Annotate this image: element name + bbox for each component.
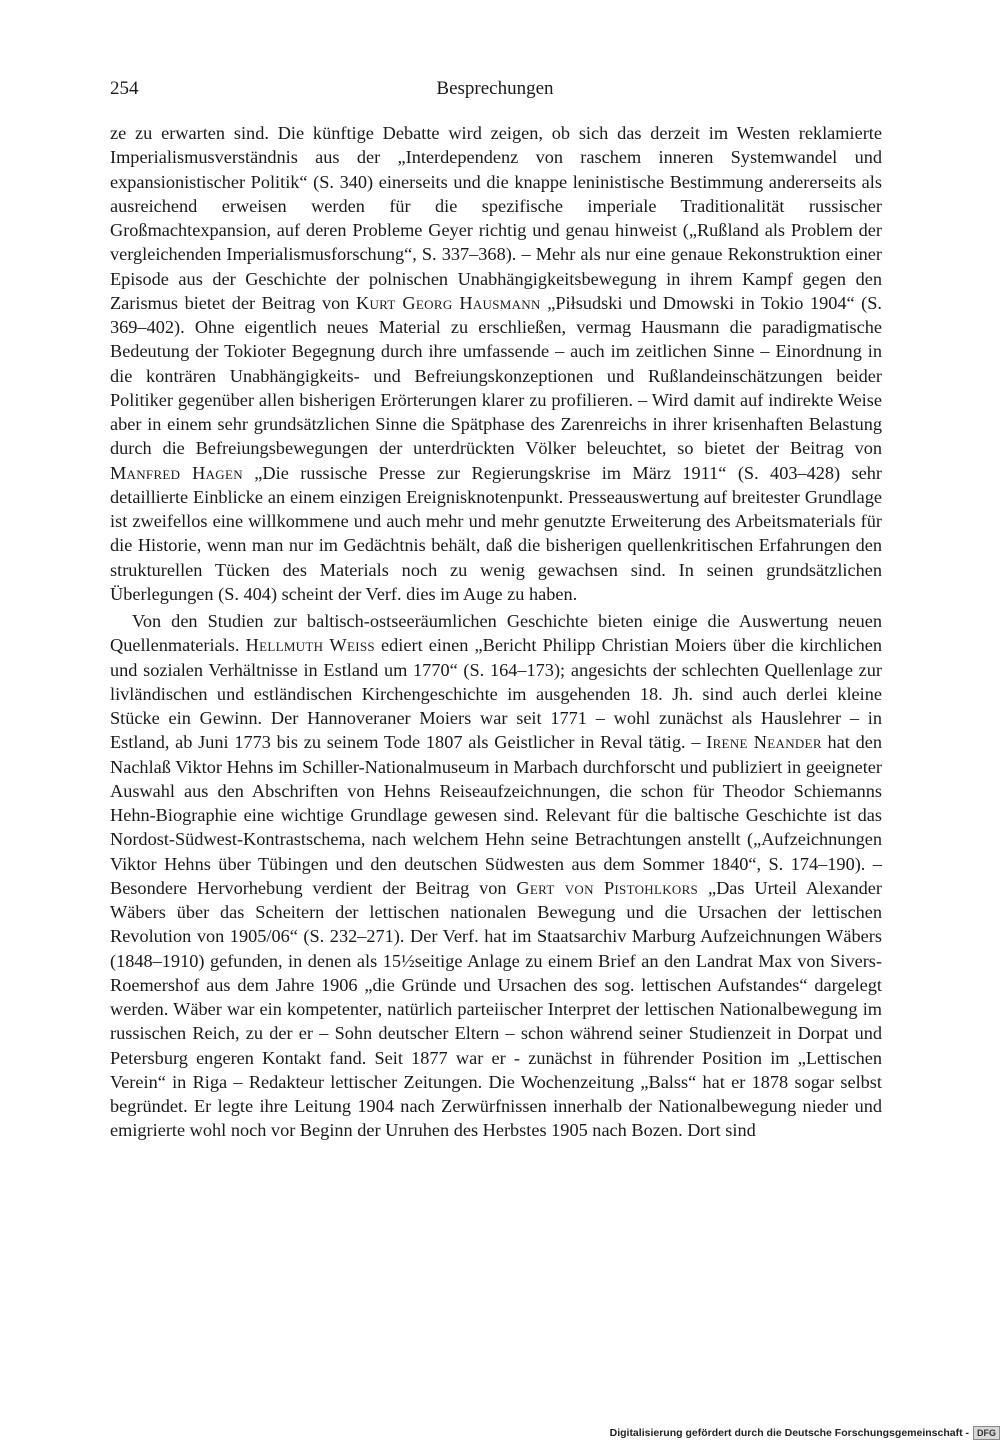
text-segment: Von den Studien zur baltisch-ostseeräumlichen Geschichte bieten einige die Auswertung neuen Quellenmaterials. xyxy=(110,611,882,656)
page-number: 254 xyxy=(110,78,139,99)
text-segment: „Die russische Presse zur Regierungskrise im März 1911“ (S. 403–428) sehr detaillierte Einblicke an einem einzigen Ereignisknotenpunkt. Presseauswertung auf breitester Grundlage ist zweifellos eine willkommene und auch mehr und mehr genutzte Erweiterung des Arbeitsmaterials für die Historie, wenn man nur im Gedächtnis behält, daß die bisherigen quellenkritischen Erfahrungen den strukturellen Tücken des Materials noch zu wenig gewachsen sind. In seinen grundsätzlichen Überlegungen (S. 404) scheint der Verf. dies im Auge zu haben. xyxy=(110,462,882,604)
author-name: Gert von Pistohlkors xyxy=(516,877,699,898)
author-name: Irene Neander xyxy=(706,732,822,753)
footer-text: Digitalisierung gefördert durch die Deutsche Forschungsgemeinschaft - xyxy=(609,1427,969,1439)
author-name: Kurt Georg Hausmann xyxy=(355,292,541,313)
text-segment: ediert einen „Bericht Philipp Christian Moiers über die kirchlichen und sozialen Verhältnisse in Estland um 1770“ (S. 164–173); angesichts der schlechten Quellenlage zur livländischen und estländischen Kirchengeschichte im ausgehenden 18. Jh. sind auch derlei kleine Stücke ein Gewinn. Der Hannoveraner Moiers war seit 1771 – wohl zunächst als Hauslehrer – in Estland, ab Juni 1773 bis zu seinem Tode 1807 als Geistlicher in Reval tätig. – xyxy=(110,635,883,753)
dfg-logo-icon: DFG xyxy=(973,1426,1000,1440)
text-segment: hat den Nachlaß Viktor Hehns im Schiller-Nationalmuseum in Marbach durchforscht und publiziert in geeigneter Auswahl aus den Abschriften von Hehns Reiseaufzeichnungen, die schon für Theodor Schiemanns Hehn-Biographie eine wichtige Grundlage gewesen sind. Relevant für die baltische Geschichte ist das Nordost-Südwest-Kontrastschema, nach welchem Hehn seine Betrachtungen anstellt („Aufzeichnungen Viktor Hehns über Tübingen und den deutschen Südwesten aus dem Sommer 1840“, S. 174–190). – Besondere Hervorhebung verdient der Beitrag von xyxy=(110,732,882,898)
text-segment: ze zu erwarten sind. Die künftige Debatte wird zeigen, ob sich das derzeit im Westen reklamierte Imperialismusverständnis aus der „Interdependenz von raschem inneren Systemwandel und expansionistischer Politik“ (S. 340) einerseits und die knappe leninistische Bestimmung andererseits als ausreichend erweisen werden für die spezifische imperiale Traditionalität russischer Großmachtexpansion, auf deren Probleme Geyer richtig und genau hinweist („Rußland als Problem der vergleichenden Imperialismusforschung“, S. 337–368). – Mehr als nur eine genaue Rekonstruktion einer Episode aus der Geschichte der polnischen Unabhängigkeitsbewegung in ihrem Kampf gegen den Zarismus bietet der Beitrag von xyxy=(110,123,882,313)
digitization-footer xyxy=(608,1425,1000,1441)
article-body xyxy=(110,121,882,1143)
paragraph-2 xyxy=(110,609,882,1143)
text-segment: „Piłsudski und Dmowski in Tokio 1904“ (S. 369–402). Ohne eigentlich neues Material zu erschließen, vermag Hausmann die paradigmatische Bedeutung der Tokioter Begegnung durch ihre umfassende – auch im zeitlichen Sinne – Einordnung in die konträren Unabhängigkeits- und Befreiungskonzeptionen und Rußlandeinschätzungen beider Politiker gegenüber allen bisherigen Erörterungen klarer zu profilieren. – Wird damit auf indirekte Weise aber in einem sehr grundsätzlichen Sinne die Spätphase des Zarenreichs in ihrer krisenhaften Belastung durch die Befreiungsbewegungen der unterdrückten Völker beleuchtet, so bietet der Beitrag von xyxy=(110,292,882,459)
author-name: Hellmuth Weiss xyxy=(245,635,375,656)
page-header xyxy=(110,78,880,110)
text-segment: „Das Urteil Alexander Wäbers über das Scheitern der lettischen nationalen Bewegung und die Ursachen der lettischen Revolution von 1905/06“ (S. 232–271). Der Verf. hat im Staatsarchiv Marburg Aufzeichnungen Wäbers (1848–1910) gefunden, in denen als 15½seitige Anlage zu einem Brief an den Landrat Max von Sivers-Roemershof aus dem Jahre 1906 „die Gründe und Ursachen des sog. lettischen Aufstandes“ dargelegt werden. Wäber war ein kompetenter, natürlich parteiischer Interpret der lettischen Nationalbewegung im russischen Reich, zu der er – Sohn deutscher Eltern – schon während seiner Studienzeit in Dorpat und Petersburg engeren Kontakt fand. Seit 1877 war er - zunächst in führender Position im „Lettischen Verein“ in Riga – Redakteur lettischer Zeitungen. Die Wochenzeitung „Balss“ hat er 1878 sogar selbst begründet. Er legte ihre Leitung 1904 nach Zerwürfnissen innerhalb der Nationalbewegung nieder und emigrierte wohl noch vor Beginn der Unruhen des Herbstes 1905 nach Bozen. Dort sind xyxy=(110,877,882,1141)
author-name: Manfred Hagen xyxy=(110,462,243,483)
paragraph-1 xyxy=(110,121,882,606)
running-title: Besprechungen xyxy=(436,78,554,99)
